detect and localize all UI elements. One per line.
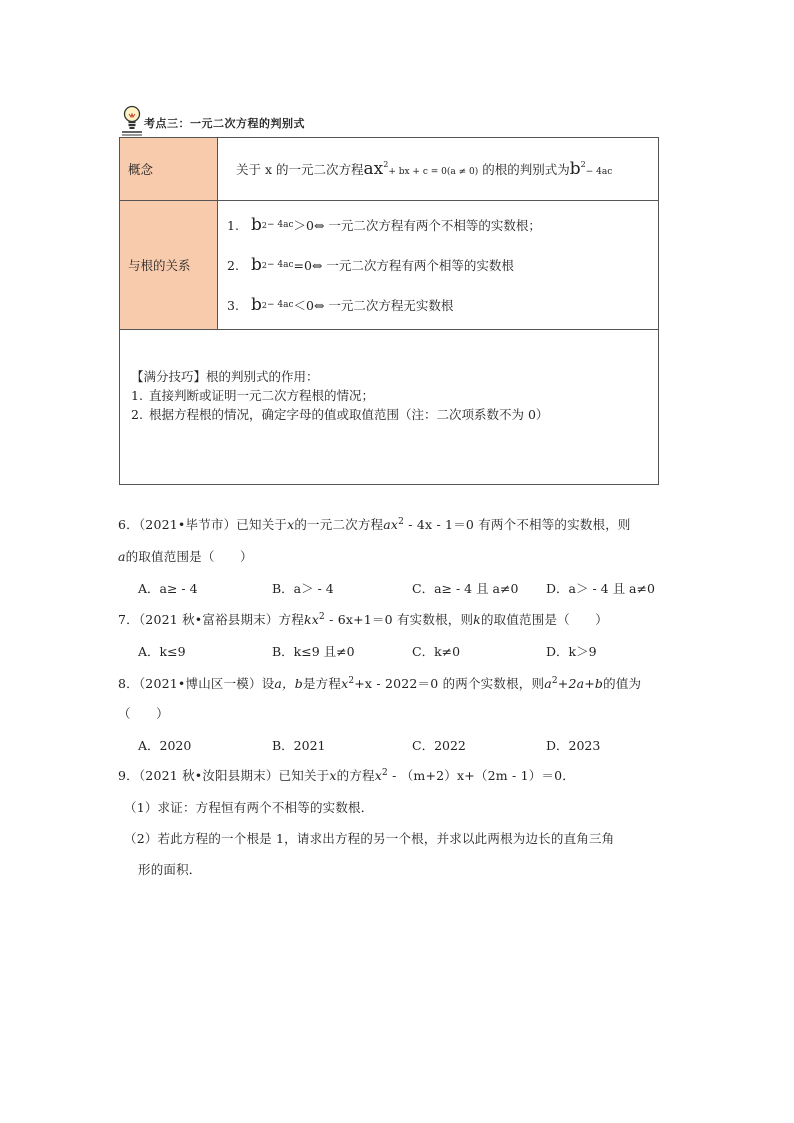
q6-option-c[interactable]: C．a≥ - 4 且 a≠0 — [412, 581, 519, 596]
question-8-line-1: 8．（2021•博山区一模）设a，b是方程$x^2+x - 2022=0$ 的两个实数根，则$a^2+2a+b$的值为 — [118, 675, 642, 691]
q8-option-c[interactable]: C．2022 — [412, 738, 466, 753]
q8-option-b[interactable]: B．2021 — [272, 738, 326, 753]
equation-rest: + bx + c = 0(a ≠ 0) — [388, 167, 479, 177]
q8-option-a[interactable]: A．2020 — [138, 738, 192, 753]
question-9-part-2-cont: 形的面积． — [138, 862, 202, 877]
row-label-concept: 概念 — [120, 138, 218, 201]
row-label-relation: 与根的关系 — [120, 201, 218, 330]
q7-option-b[interactable]: B．k≤9 且≠0 — [272, 644, 355, 659]
table-row-relation — [120, 201, 659, 330]
q7-option-a[interactable]: A．k≤9 — [138, 644, 186, 659]
question-7: 7．（2021 秋•富裕县期末）方程$kx^2 - 6x+1=0$ 有实数根，则k的取值范围是（ ） — [118, 611, 608, 627]
question-9-part-2: （2）若此方程的一个根是 1，请求出方程的另一个根，并求以此两根为边长的直角三角 — [124, 831, 615, 846]
q7-option-d[interactable]: D．k＞9 — [546, 644, 597, 659]
question-9: 9．（2021 秋•汝阳县期末）已知关于x的方程$x^2 - (m+2)x+(2m - 1)=0$． — [118, 767, 575, 783]
q6-option-a[interactable]: A．a≥ - 4 — [138, 581, 198, 596]
discriminant-table — [119, 137, 659, 485]
discriminant-b: b — [569, 159, 581, 179]
question-6-line-1: 6．（2021•毕节市）已知关于x的一元二次方程$ax^2 - 4x - 1=0$ 有两个不相等的实数根，则 — [118, 516, 631, 532]
table-row-concept — [120, 138, 659, 201]
concept-cell: 关于 x 的一元二次方程$ax^2+$ bx + c = 0(a ≠ 0) 的根的判别式为$b^2- 4ac$ — [218, 138, 659, 201]
q6-option-d[interactable]: D．a＞ - 4 且 a≠0 — [546, 581, 655, 596]
tips-item-2: 2. 根据方程根的情况，确定字母的值或取值范围（注：二次项系数不为 0） — [131, 407, 549, 422]
relation-cell — [218, 201, 659, 330]
q8-option-d[interactable]: D．2023 — [546, 738, 601, 753]
concept-text-2: 的根的判别式为 — [482, 162, 570, 177]
equation-main: ax — [363, 159, 384, 179]
question-8-line-2: （ ） — [118, 706, 169, 721]
concept-text-1: 关于 x 的一元二次方程 — [236, 162, 364, 177]
section-heading-text: 考点三：一元二次方程的判别式 — [144, 117, 305, 130]
section-heading — [122, 100, 305, 134]
relation-item-2: 2. b 2 − 4ac =0⇔ 一元二次方程有两个相等的实数根 — [227, 255, 514, 275]
relation-item-1: 1. b 2 − 4ac ＞0⇔ 一元二次方程有两个不相等的实数根； — [227, 215, 541, 235]
tips-title: 【满分技巧】根的判别式的作用： — [131, 369, 319, 384]
tips-cell — [120, 330, 659, 485]
question-6-line-2: a的取值范围是（ ） — [118, 549, 253, 564]
q7-option-c[interactable]: C．k≠0 — [412, 644, 461, 659]
question-9-part-1: （1）求证：方程恒有两个不相等的实数根． — [124, 800, 374, 815]
q6-option-b[interactable]: B．a＞ - 4 — [272, 581, 334, 596]
tips-item-1: 1. 直接判断或证明一元二次方程根的情况； — [131, 388, 375, 403]
table-row-tips — [120, 330, 659, 485]
lightbulb-icon — [122, 104, 142, 134]
discriminant-rest: − 4ac — [585, 167, 613, 177]
relation-item-3: 3. b 2 − 4ac ＜0⇔ 一元二次方程无实数根 — [227, 295, 454, 315]
